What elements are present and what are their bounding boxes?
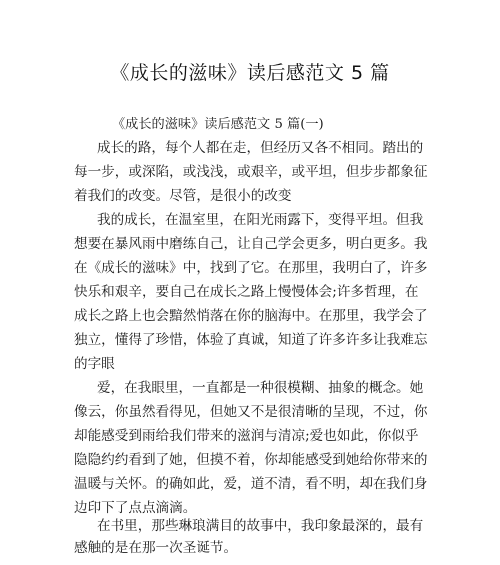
paragraph-line: 爱，在我眼里，一直都是一种很模糊、抽象的概念。她 xyxy=(97,380,424,396)
paragraph-line: 快乐和艰辛，要自己在成长之路上慢慢体会;许多哲理，在 xyxy=(74,284,419,300)
paragraph-line: 在书里，那些琳琅满目的故事中，我印象最深的，最有 xyxy=(97,518,424,534)
paragraph-line: 着我们的改变。尽管，是很小的改变 xyxy=(74,188,292,204)
paragraph-line: 独立，懂得了珍惜，体验了真诚，知道了许多许多让我难忘 xyxy=(74,332,428,348)
paragraph-line: 隐隐约约看到了她，但摸不着，你却能感受到她给你带来的 xyxy=(74,452,428,468)
paragraph-line: 在《成长的滋味》中，找到了它。在那里，我明白了，许多 xyxy=(74,260,428,276)
paragraph-line: 的字眼 xyxy=(74,356,115,372)
paragraph-line: 成长的路，每个人都在走，但经历又各不相同。踏出的 xyxy=(97,140,424,156)
paragraph-line: 每一步，或深陷，或浅浅，或艰辛，或平坦，但步步都象征 xyxy=(74,164,428,180)
paragraph-line: 却能感受到雨给我们带来的滋润与清凉;爱也如此，你似乎 xyxy=(74,428,419,444)
paragraph-line: 边印下了点点滴滴。 xyxy=(74,500,197,516)
paragraph-line: 感触的是在那一次圣诞节。 xyxy=(74,540,238,556)
paragraph-line: 我的成长，在温室里，在阳光雨露下，变得平坦。但我 xyxy=(97,212,424,228)
paragraph-line: 成长之路上也会黯然悄落在你的脑海中。在那里，我学会了 xyxy=(74,308,428,324)
paragraph-line: 想要在暴风雨中磨练自己，让自己学会更多，明白更多。我 xyxy=(74,236,428,252)
paragraph-line: 像云，你虽然看得见，但她又不是很清晰的呈现，不过，你 xyxy=(74,404,428,420)
paragraph-line: 温暖与关怀。的确如此，爱，道不清，看不明，却在我们身 xyxy=(74,476,428,492)
document-title: 《成长的滋味》读后感范文 5 篇 xyxy=(110,62,390,84)
document-subtitle: 《成长的滋味》读后感范文 5 篇(一) xyxy=(112,117,324,132)
